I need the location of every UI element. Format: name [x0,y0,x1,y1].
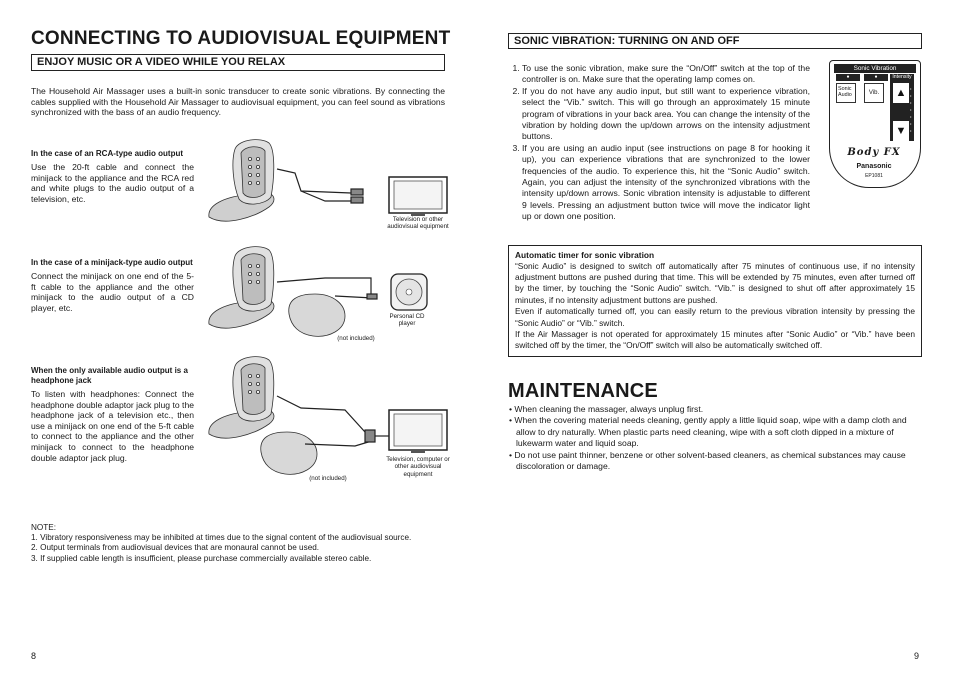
note-1: 1. Vibratory responsiveness may be inhibited at times due to the signal content of the audiovisual source. [31,533,412,543]
page-number-right: 9 [914,651,920,661]
caption-cd-player: Personal CD player [389,313,425,328]
intensity-panel [890,81,914,141]
controller-header: Sonic Vibration [834,64,916,73]
auto-timer-p2: Even if automatically turned off, you can easily return to the previous vibration intensity by pressing the “Sonic Audio” or “Vib.” switch. [515,306,915,328]
case-rca [31,149,194,204]
maintenance-item-3: • Do not use paint thinner, benzene or other solvent-based cleaners, as chemical substances may cause discoloration or damage. [509,449,906,472]
massager-seat-icon [209,247,274,329]
sonic-steps [508,63,810,223]
panasonic-logo: Panasonic [856,163,892,170]
case-minijack-heading: In the case of a minijack-type audio output [31,258,193,267]
controller-lamp-1: ● [836,74,860,81]
step-3: 3. If you are using an audio input (see instructions on page 8 for hooking it up), you can experience vibrations that are synchronized to the lower frequencies of the audio. To experience this, hit the “Sonic Audio” switch. Again, you can adjust the intensity of the synchronized vibrations with the intensity up/down arrows. Sonic vibration intensity is adjustable to different 9 levels. Pressing an adjustment button twice will move the indicator light up or down one position. [522,143,810,223]
sonic-audio-button[interactable]: Sonic Audio [836,83,856,103]
auto-timer-box [508,245,922,357]
page-number-left: 8 [31,651,37,661]
intensity-up-icon[interactable]: ▲ [893,83,909,103]
television-icon [389,177,447,216]
maintenance-item-1: • When cleaning the massager, always unplug first. [509,404,704,414]
section-heading-box [31,54,445,71]
not-included-2: (not included) [309,475,347,482]
case-minijack-text: Connect the minijack on one end of the 5-ft cable to the appliance and the other minijack to the audio output of a CD player, etc. [31,271,194,313]
intensity-down-icon[interactable]: ▼ [893,121,909,141]
case-headphone [31,366,194,463]
case-rca-heading: In the case of an RCA-type audio output [31,149,184,158]
note-3: 3. If supplied cable length is insufficient, please purchase commercially available stereo cable. [31,553,372,563]
auto-timer-p3: If the Air Massager is not operated for approximately 15 minutes after “Sonic Audio” or “Vib.” have been switched off by the timer, the “On/Off” switch will also be automatically switched off. [515,329,915,351]
not-included-1: (not included) [337,335,375,342]
sonic-heading-box [508,33,922,49]
note-2: 2. Output terminals from audiovisual devices that are monaural cannot be used. [31,543,320,553]
page-title-connecting: CONNECTING TO AUDIOVISUAL EQUIPMENT [31,28,451,49]
step-1: 1. To use the sonic vibration, make sure the “On/Off” switch at the top of the controller is on. Make sure that the operating lamp comes on. [522,63,810,86]
controller-intensity-label: Intensity [890,74,914,81]
controller-lamp-2: ● [864,74,888,81]
case-headphone-text: To listen with headphones: Connect the headphone double adaptor jack plug to the headphone jack of a television etc., then use a minijack on one end of the 5-ft cable to connect to the appliance and the other minijack to connect to the headphone double adaptor jack plug. [31,389,194,463]
sonic-heading: SONIC VIBRATION: TURNING ON AND OFF [514,35,740,47]
case-rca-text: Use the 20-ft cable and connect the minijack to the appliance and the RCA red and white plugs to the audio output of a television, etc. [31,162,194,204]
note-label: NOTE: [31,523,57,532]
auto-timer-heading: Automatic timer for sonic vibration [515,250,655,260]
rca-cable [277,169,363,203]
model-number: EP1081 [865,173,883,179]
body-fx-logo: Body FX [847,147,901,158]
caption-tv-1: Television or other audiovisual equipment [387,216,449,231]
notes-block [31,523,445,564]
case-headphone-heading: When the only available audio output is a headphone jack [31,366,188,385]
maintenance-list [508,404,922,472]
massager-seat-icon [209,140,274,222]
case-minijack [31,258,194,313]
massager-seat-icon [209,357,274,439]
maintenance-title: MAINTENANCE [508,380,658,402]
section-heading: ENJOY MUSIC OR A VIDEO WHILE YOU RELAX [37,56,286,68]
auto-timer-p1: “Sonic Audio” is designed to switch off automatically after 75 minutes of continuous use, if no intensity adjustment buttons are pushed during that time. This will be extended by 75 minutes, even after turned off by the timer, by touching the “Sonic Audio” switch. “Vib.” is designed to shut off after approximately 15 minutes, if no intensity adjustment buttons are pushed. [515,260,915,305]
step-2: 2. If you do not have any audio input, but still want to experience vibration, select the “Vib.” switch. This will go through an approximately 15 minute program of vibrations in your back area. You can change the intensity of the vibration by holding down the up/down arrows on the intensity adjustment buttons. [522,86,810,143]
intensity-indicator-dots: • • • • • • • [910,86,912,133]
caption-tv-2: Television, computer or other audiovisual equipment [386,456,450,478]
cd-player-icon [391,274,427,310]
vib-button[interactable]: Vib. [864,83,884,103]
intro-paragraph: The Household Air Massager uses a built-in sonic transducer to create sonic vibrations. By connecting the cables supplied with the Household Air Massager to audiovisual equipment, you can feel sound as vibrations synchronized with the bass of an audio frequency. [31,86,445,118]
maintenance-item-2: • When the covering material needs cleaning, gently apply a little liquid soap, wipe with a damp cloth and allow to dry naturally. When plastic parts need cleaning, wipe with a soft cloth dipped in a mixture of lukewarm water and liquid soap. [509,415,907,449]
hand-icon [289,294,345,336]
television-icon [389,410,447,453]
hand-icon [261,432,317,474]
controller-illustration [829,60,921,188]
